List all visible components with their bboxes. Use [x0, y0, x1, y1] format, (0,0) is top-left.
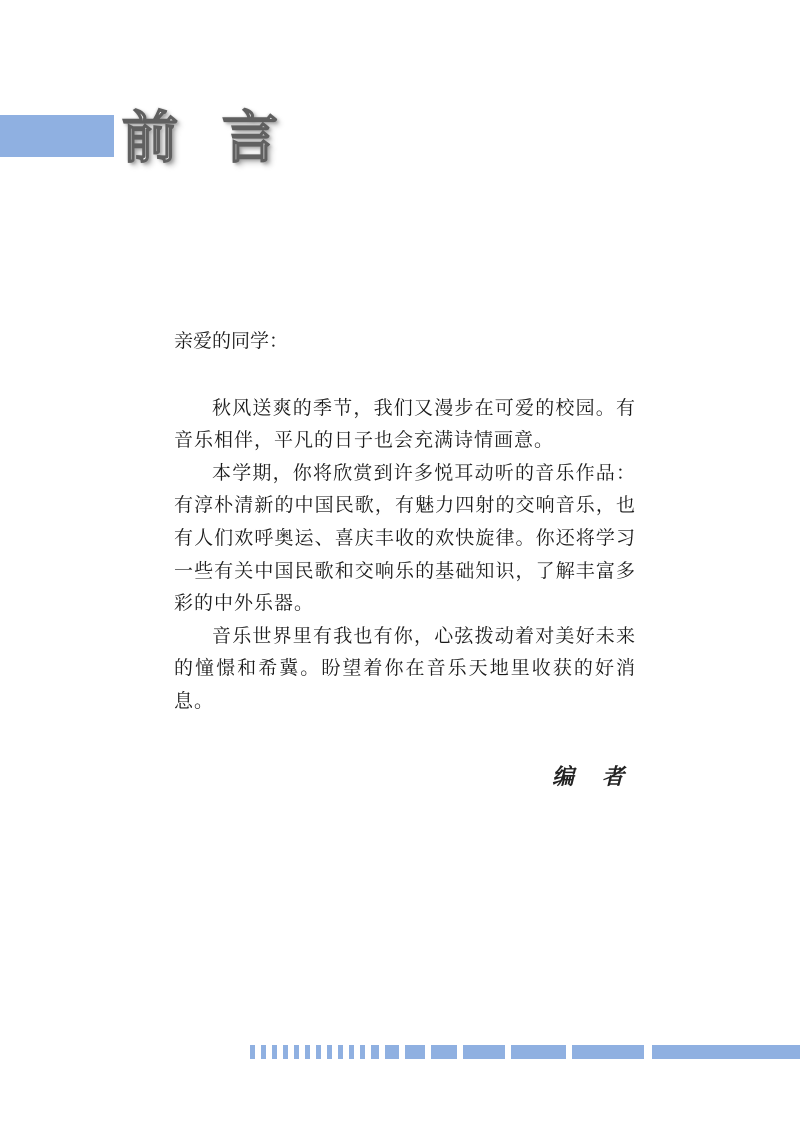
paragraph-1: 秋风送爽的季节，我们又漫步在可爱的校园。有音乐相伴，平凡的日子也会充满诗情画意。 [174, 396, 636, 452]
footer-bar [371, 1045, 379, 1059]
footer-bar [261, 1045, 266, 1059]
footer-bar [250, 1045, 255, 1059]
letter-body [174, 325, 636, 718]
paragraph-2: 本学期，你将欣赏到许多悦耳动听的音乐作品：有淳朴清新的中国民歌，有魅力四射的交响音乐，也有人们欢呼奥运、喜庆丰收的欢快旋律。你还将学习一些有关中国民歌和交响乐的基础知识，了解丰富多彩的中外乐器。 [174, 461, 636, 615]
footer-bar [316, 1045, 321, 1059]
signature: 编者 [552, 764, 653, 790]
footer-bar [349, 1045, 354, 1059]
footer-bar [463, 1045, 505, 1059]
footer-bar [431, 1045, 457, 1059]
footer-bar [405, 1045, 425, 1059]
footer-bar [572, 1045, 644, 1059]
footer-bar [327, 1045, 332, 1059]
footer-bar [272, 1045, 277, 1059]
footer-bar [360, 1045, 365, 1059]
footer-bar [305, 1045, 310, 1059]
page-title: 前言 [122, 106, 322, 171]
footer-bar [294, 1045, 299, 1059]
salutation: 亲爱的同学： [174, 330, 289, 352]
footer-decoration-bars [250, 1045, 800, 1059]
footer-bar [511, 1045, 566, 1059]
footer-bar [652, 1045, 800, 1059]
footer-bar [338, 1045, 343, 1059]
title-accent-bar [0, 115, 114, 157]
footer-bar [283, 1045, 288, 1059]
paragraph-3: 音乐世界里有我也有你，心弦拨动着对美好未来的憧憬和希冀。盼望着你在音乐天地里收获的好消息。 [174, 624, 636, 712]
footer-bar [385, 1045, 399, 1059]
